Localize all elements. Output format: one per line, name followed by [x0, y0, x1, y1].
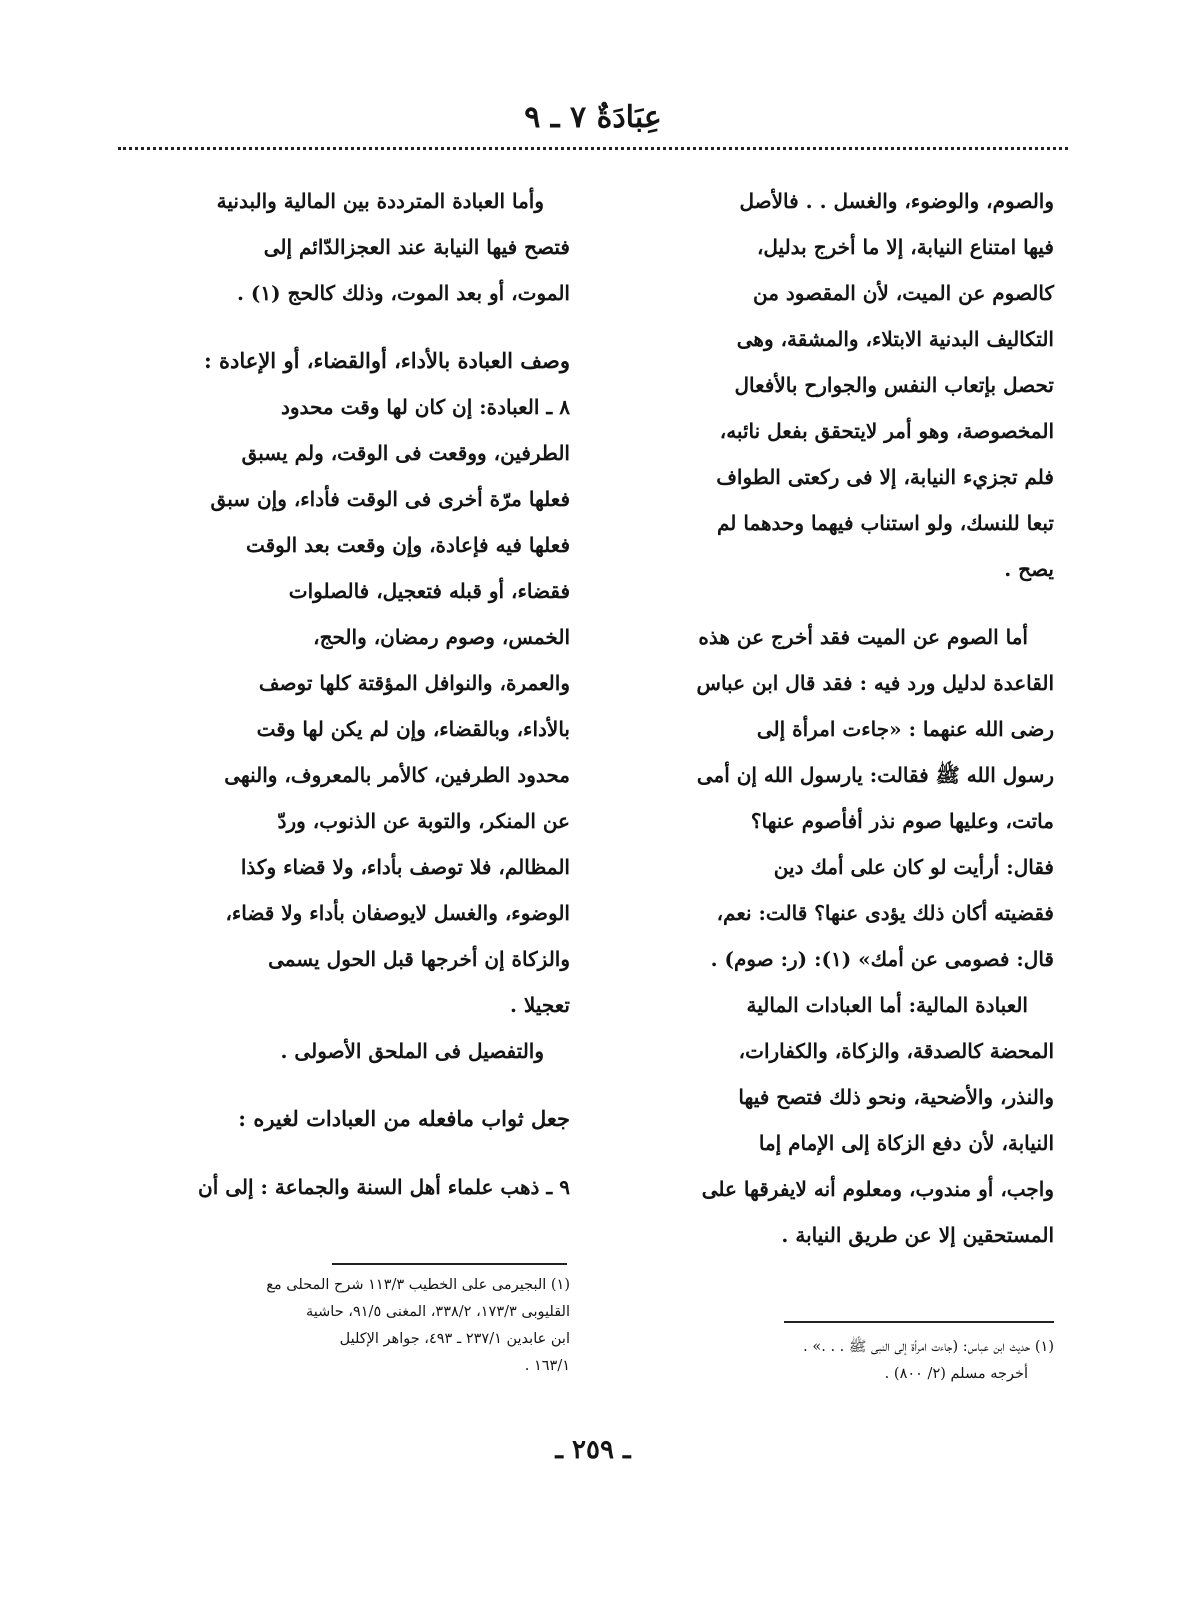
- text-line: وأما العبادة المترددة بين المالية والبدنية: [216, 189, 544, 213]
- text-line: العبادة المالية: أما العبادات المالية: [746, 993, 1028, 1017]
- text-line: والصوم، والوضوء، والغسل . . فالأصل: [739, 189, 1054, 213]
- text-line: الوضوء، والغسل لايوصفان بأداء ولا قضاء،: [225, 901, 570, 925]
- header-dotted-rule: [118, 147, 1068, 150]
- page-header: [118, 92, 1068, 144]
- footnote-line: ابن عابدين ٢٣٧/١ ـ ٤٩٣، جواهر الإكليل: [339, 1331, 570, 1347]
- text-line: فعلها مرّة أخرى فى الوقت فأداء، وإن سبق: [210, 487, 570, 511]
- paragraph-mixed-worship: [130, 178, 570, 316]
- section-heading: جعل ثواب مافعله من العبادات لغيره :: [238, 1106, 570, 1131]
- text-line: الطرفين، ووقعت فى الوقت، ولم يسبق: [241, 441, 570, 465]
- text-line: أما الصوم عن الميت فقد أخرج عن هذه: [698, 625, 1028, 649]
- page-number: ـ ٢٥٩ ـ: [555, 1435, 631, 1465]
- footnote-rule: [784, 1321, 1054, 1323]
- text-line: فقضيته أكان ذلك يؤدى عنها؟ قالت: نعم،: [716, 901, 1054, 925]
- text-line: النيابة، لأن دفع الزكاة إلى الإمام إما: [758, 1131, 1054, 1155]
- text-line: رضى الله عنهما : «جاءت امرأة إلى: [756, 717, 1054, 741]
- text-line: القاعدة لدليل ورد فيه : فقد قال ابن عباس: [696, 671, 1054, 695]
- text-line: رسول الله ﷺ فقالت: يارسول الله إن أمى: [696, 763, 1054, 787]
- footnotes-right: [614, 1334, 1054, 1388]
- footnote-rule: [332, 1263, 567, 1265]
- text-line: ماتت، وعليها صوم نذر أفأصوم عنها؟: [750, 809, 1054, 833]
- text-line: فتصح فيها النيابة عند العجزالدّائم إلى: [263, 235, 570, 259]
- footnote-line: (١) البجيرمى على الخطيب ١١٣/٣ شرح المحلى مع: [266, 1277, 570, 1293]
- footnote-line: (١) حديث ابن عباس: (جاءت امرأة إلى النبى ﷺ . . .» .: [803, 1339, 1054, 1355]
- footnote-line: ١٦٣/١ .: [524, 1358, 570, 1374]
- paragraph-financial-worship: [614, 982, 1054, 1258]
- text-line: عن المنكر، والتوبة عن الذنوب، وردّ: [277, 809, 570, 833]
- text-line: فلم تجزيء النيابة، إلا فى ركعتى الطواف: [716, 465, 1054, 489]
- text-line: المخصوصة، وهو أمر لايتحقق بفعل نائبه،: [719, 419, 1054, 443]
- footnotes-left: [130, 1272, 570, 1380]
- left-column: [130, 178, 570, 1210]
- text-line: قال: فصومى عن أمك» (١): (ر: صوم) .: [710, 947, 1054, 971]
- text-line: والنذر، والأضحية، ونحو ذلك فتصح فيها: [738, 1085, 1054, 1109]
- text-line: الموت، أو بعد الموت، وذلك كالحج (١) .: [236, 281, 570, 305]
- text-line: يصح .: [1004, 557, 1054, 581]
- text-line: المستحقين إلا عن طريق النيابة .: [781, 1223, 1054, 1247]
- text-line: ٨ ـ العبادة: إن كان لها وقت محدود: [280, 395, 570, 419]
- paragraph-persons-worship: [614, 178, 1054, 592]
- footnote-line: القليوبى ١٧٣/٣، ٣٣٨/٢، المغنى ٩١/٥، حاشية: [306, 1304, 570, 1320]
- section-heading: وصف العبادة بالأداء، أوالقضاء، أو الإعادة :: [203, 348, 570, 373]
- text-line: تبعا للنسك، ولو استناب فيهما وحدهما لم: [716, 511, 1054, 535]
- text-line: كالصوم عن الميت، لأن المقصود من: [752, 281, 1054, 305]
- text-line: واجب، أو مندوب، ومعلوم أنه لايفرقها على: [701, 1177, 1054, 1201]
- text-line: فعلها فيه فإعادة، وإن وقعت بعد الوقت: [245, 533, 570, 557]
- text-line: محدود الطرفين، كالأمر بالمعروف، والنهى: [224, 763, 570, 787]
- text-line: المظالم، فلا توصف بأداء، ولا قضاء وكذا: [240, 855, 570, 879]
- footnote-line: أخرجه مسلم (٢/ ٨٠٠) .: [884, 1366, 1028, 1382]
- text-line: فقال: أرأيت لو كان على أمك دين: [773, 855, 1054, 879]
- right-column: [614, 178, 1054, 1258]
- text-line: تعجيلا .: [509, 993, 570, 1017]
- text-line: التكاليف البدنية الابتلاء، والمشقة، وهى: [736, 327, 1054, 351]
- text-line: تحصل بإتعاب النفس والجوارح بالأفعال: [734, 373, 1054, 397]
- running-head: عِبَادَةٌ ٧ ـ ٩: [524, 100, 662, 135]
- text-line: الخمس، وصوم رمضان، والحج،: [313, 625, 570, 649]
- text-line: والزكاة إن أخرجها قبل الحول يسمى: [268, 947, 570, 971]
- paragraph-section-9: ٩ ـ ذهب علماء أهل السنة والجماعة : إلى أن: [198, 1175, 570, 1199]
- paragraph-section-8: [130, 384, 570, 1028]
- text-line: بالأداء، وبالقضاء، وإن لم يكن لها وقت: [256, 717, 570, 741]
- text-line: والعمرة، والنوافل المؤقتة كلها توصف: [258, 671, 570, 695]
- text-line: فيها امتناع النيابة، إلا ما أخرج بدليل،: [756, 235, 1054, 259]
- paragraph-fasting-for-deceased: [614, 614, 1054, 982]
- text-line: المحضة كالصدقة، والزكاة، والكفارات،: [738, 1039, 1054, 1063]
- paragraph-details-reference: والتفصيل فى الملحق الأصولى .: [280, 1039, 544, 1063]
- text-line: فقضاء، أو قبله فتعجيل، فالصلوات: [288, 579, 570, 603]
